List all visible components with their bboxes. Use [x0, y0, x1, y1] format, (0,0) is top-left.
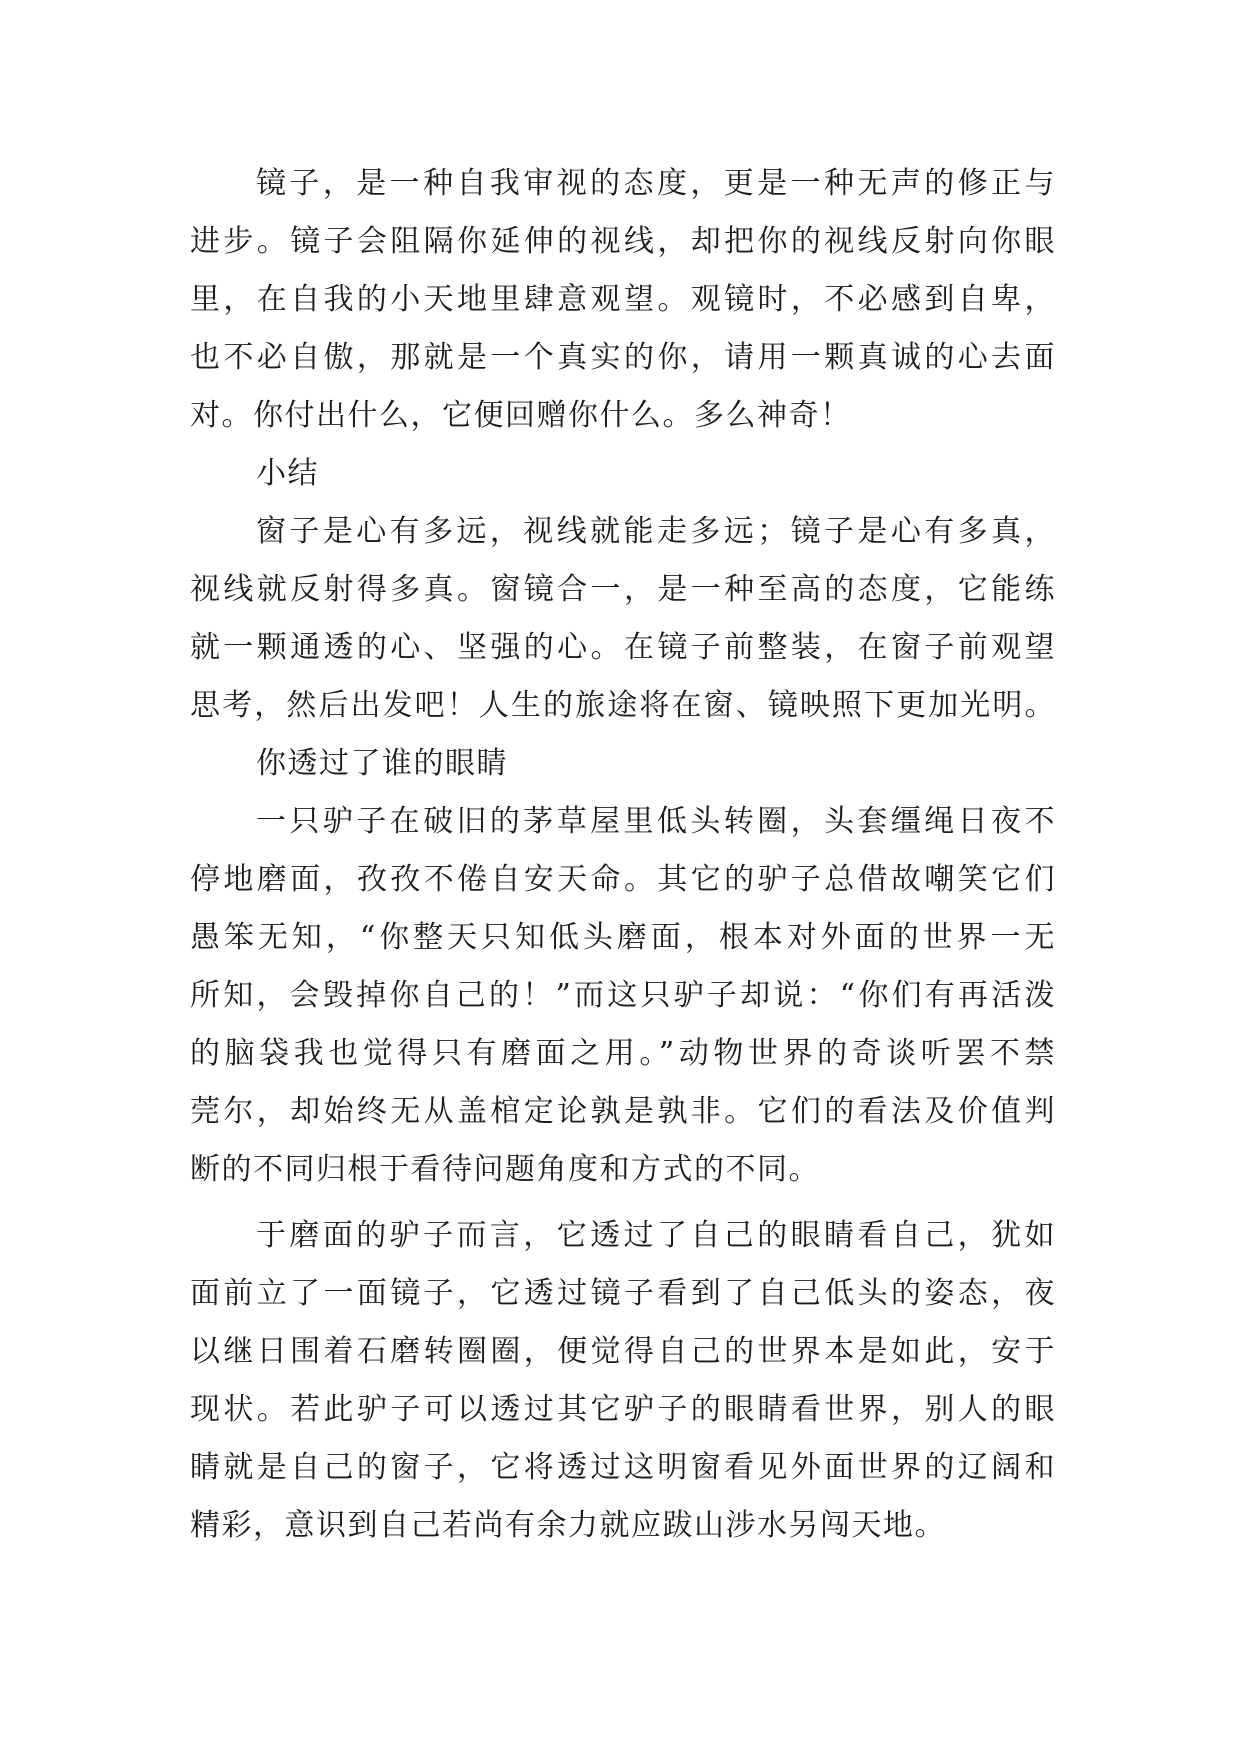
paragraph-mirror	[190, 155, 1056, 445]
text-line: 窗子是心有多远，视线就能走多远；镜子是心有多真，	[256, 514, 1056, 549]
text-line: 的脑袋我也觉得只有磨面之用。”动物世界的奇谈听罢不禁	[190, 1036, 1056, 1071]
section-heading: 小结	[256, 456, 319, 491]
paragraph-summary	[190, 503, 1056, 735]
text-line: 断的不同归根于看待问题角度和方式的不同。	[190, 1152, 820, 1187]
text-line: 所知，会毁掉你自己的！”而这只驴子却说：“你们有再活泼	[190, 978, 1056, 1013]
text-line: 停地磨面，孜孜不倦自安天命。其它的驴子总借故嘲笑它们	[190, 862, 1056, 897]
section-heading-summary	[190, 445, 1056, 503]
text-line: 镜子，是一种自我审视的态度，更是一种无声的修正与	[256, 166, 1056, 201]
document-body	[190, 155, 1056, 1555]
text-line: 一只驴子在破旧的茅草屋里低头转圈，头套缰绳日夜不	[256, 804, 1056, 839]
text-line: 思考，然后出发吧！人生的旅途将在窗、镜映照下更加光明。	[190, 688, 1056, 723]
section-heading: 你透过了谁的眼睛	[256, 746, 508, 781]
text-line: 现状。若此驴子可以透过其它驴子的眼睛看世界，别人的眼	[190, 1392, 1056, 1427]
text-line: 进步。镜子会阻隔你延伸的视线，却把你的视线反射向你眼	[190, 224, 1056, 259]
text-line: 精彩，意识到自己若尚有余力就应跋山涉水另闯天地。	[190, 1508, 946, 1543]
text-line: 面前立了一面镜子，它透过镜子看到了自己低头的姿态，夜	[190, 1276, 1056, 1311]
text-line: 于磨面的驴子而言，它透过了自己的眼睛看自己，犹如	[256, 1218, 1056, 1253]
section-heading-eyes	[190, 735, 1056, 793]
text-line: 睛就是自己的窗子，它将透过这明窗看见外面世界的辽阔和	[190, 1450, 1056, 1485]
text-line: 视线就反射得多真。窗镜合一，是一种至高的态度，它能练	[190, 572, 1056, 607]
paragraph-perspective	[190, 1207, 1056, 1555]
text-line: 愚笨无知，“你整天只知低头磨面，根本对外面的世界一无	[190, 920, 1056, 955]
paragraph-donkey	[190, 793, 1056, 1199]
text-line: 莞尔，却始终无从盖棺定论孰是孰非。它们的看法及价值判	[190, 1094, 1056, 1129]
text-line: 就一颗通透的心、坚强的心。在镜子前整装，在窗子前观望	[190, 630, 1056, 665]
text-line: 也不必自傲，那就是一个真实的你，请用一颗真诚的心去面	[190, 340, 1056, 375]
text-line: 里，在自我的小天地里肆意观望。观镜时，不必感到自卑，	[190, 282, 1056, 317]
text-line: 以继日围着石磨转圈圈，便觉得自己的世界本是如此，安于	[190, 1334, 1056, 1369]
text-line: 对。你付出什么，它便回赠你什么。多么神奇！	[190, 398, 852, 433]
